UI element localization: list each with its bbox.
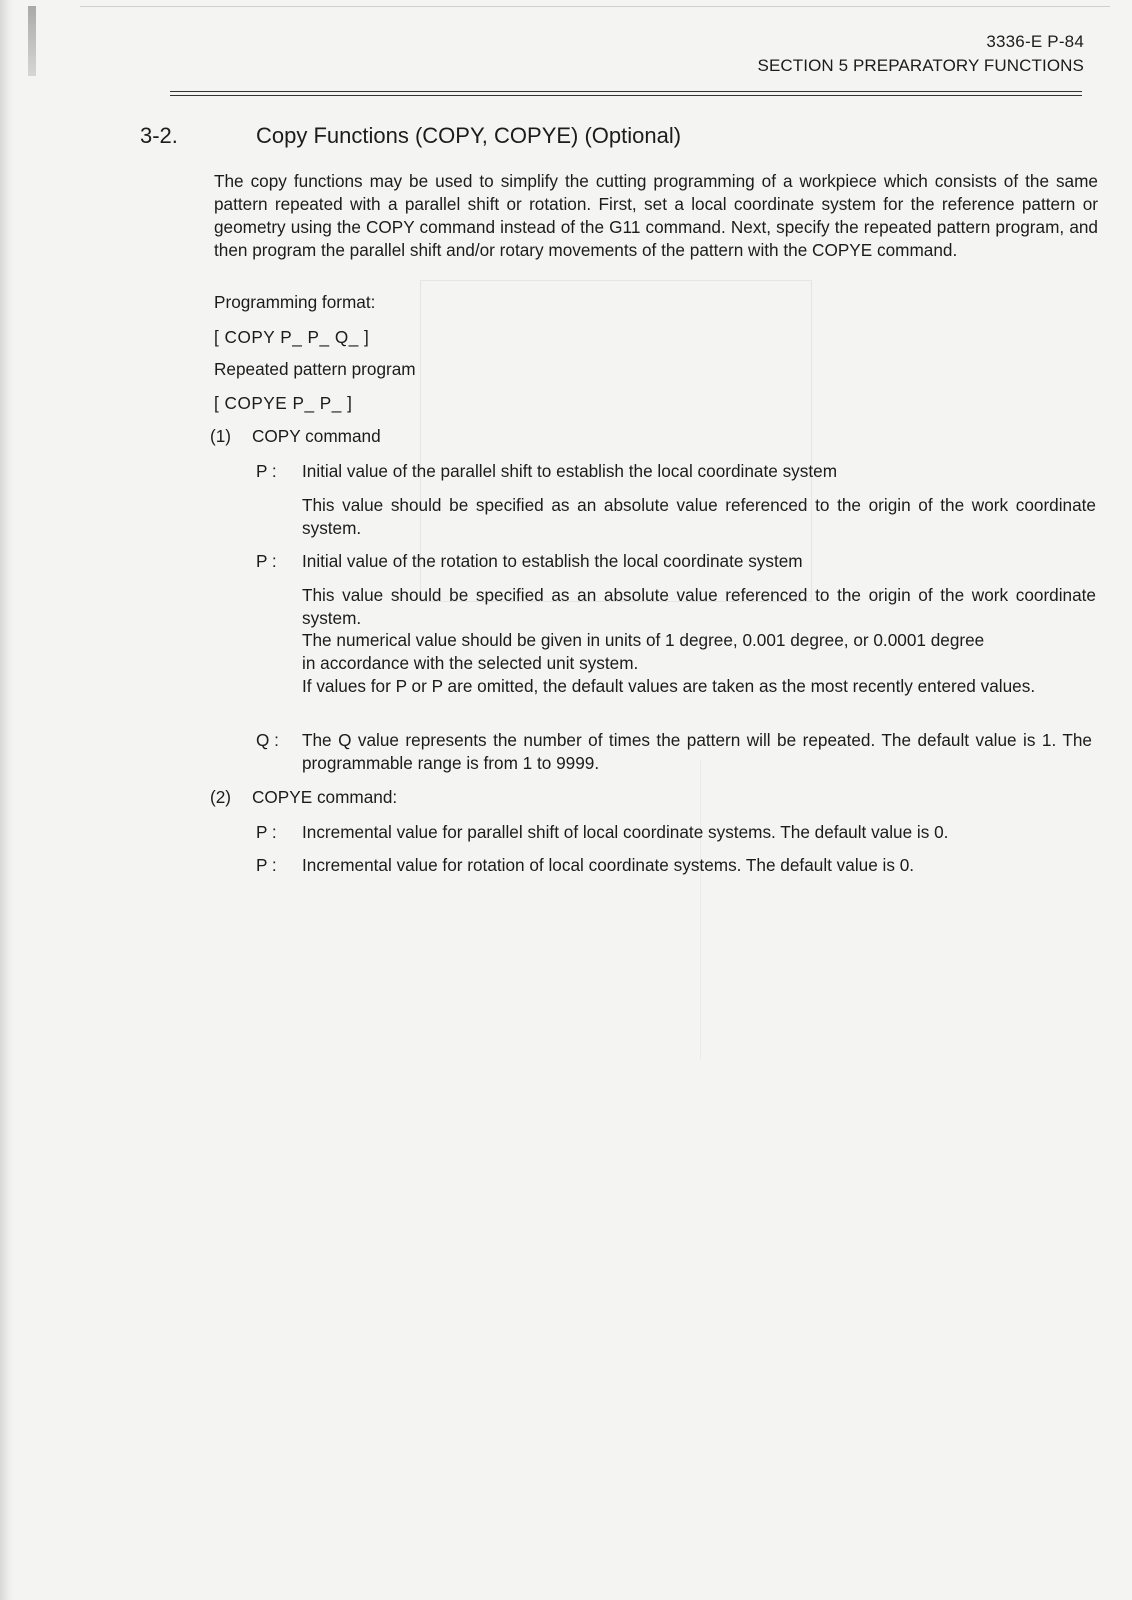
param-key: Q : bbox=[256, 730, 279, 750]
param-text: Incremental value for parallel shift of local coordinate systems. The default value is 0. bbox=[302, 822, 949, 842]
item-label: COPY command bbox=[252, 426, 381, 446]
bleed-through-shadow-lower bbox=[700, 760, 981, 1060]
item-number: (2) bbox=[210, 787, 232, 807]
param-text: Initial value of the rotation to establish the local coordinate system bbox=[302, 551, 803, 571]
scan-top-line bbox=[80, 6, 1110, 7]
param-p-rotation-note: This value should be specified as an absolute value referenced to the origin of the work coordinate system. bbox=[302, 585, 1096, 628]
programming-format-label: Programming format: bbox=[214, 292, 376, 312]
param-key: P : bbox=[256, 551, 277, 571]
item-label: COPYE command: bbox=[252, 787, 398, 807]
param-text: Initial value of the parallel shift to establish the local coordinate system bbox=[302, 461, 838, 481]
param-text: The Q value represents the number of times the pattern will be repeated. The default value is 1. The programmable range is from 1 to 9999. bbox=[302, 730, 1092, 773]
param-p-shift-note: This value should be specified as an absolute value referenced to the origin of the work coordinate system. bbox=[302, 495, 1096, 538]
param-key: P : bbox=[256, 822, 277, 842]
param-text: Incremental value for rotation of local coordinate systems. The default value is 0. bbox=[302, 855, 915, 875]
section-title: SECTION 5 PREPARATORY FUNCTIONS bbox=[757, 56, 1084, 75]
page-header bbox=[758, 30, 1084, 78]
param-p-rotation-units: The numerical value should be given in units of 1 degree, 0.001 degree, or 0.0001 degree in accordance with the selected unit system. bbox=[302, 630, 985, 673]
item-number: (1) bbox=[210, 426, 232, 446]
copy-syntax-line: [ COPY P_ P_ Q_ ] bbox=[214, 327, 370, 347]
heading-number: 3-2. bbox=[140, 123, 178, 148]
heading-title: Copy Functions (COPY, COPYE) (Optional) bbox=[256, 123, 682, 148]
repeated-pattern-label: Repeated pattern program bbox=[214, 359, 416, 379]
param-key: P : bbox=[256, 461, 277, 481]
param-p-rotation-default: If values for P or P are omitted, the default values are taken as the most recently entered values. bbox=[302, 676, 1036, 696]
header-rule bbox=[170, 91, 1082, 96]
doc-number: 3336-E P-84 bbox=[986, 32, 1084, 51]
copye-syntax-line: [ COPYE P_ P_ ] bbox=[214, 393, 353, 413]
param-key: P : bbox=[256, 855, 277, 875]
scan-edge-shadow bbox=[0, 0, 14, 1600]
scan-corner-mark bbox=[28, 6, 36, 76]
intro-paragraph: The copy functions may be used to simplify the cutting programming of a workpiece which consists of the same pattern repeated with a parallel shift or rotation. First, set a local coordinate system for the reference pattern or geometry using the COPY command instead of the G11 command. Next, specify the repeated pattern program, and then program the parallel shift and/or rotary movements of the pattern with the COPYE command. bbox=[214, 171, 1098, 260]
